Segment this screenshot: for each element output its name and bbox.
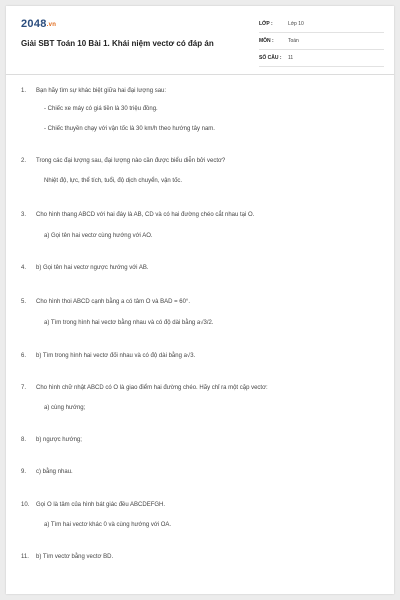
document-page [6,6,394,594]
meta-value: 11 [288,55,294,61]
meta-count [259,53,384,67]
question-7-line-1: a) cùng hướng; [44,405,86,411]
question-number: 7. [21,385,27,391]
brand-logo[interactable] [21,18,56,30]
question-text: b) Tìm vectơ bằng vectơ BD. [36,554,114,560]
question-text: Cho hình thang ABCD với hai đáy là AB, CD và có hai đường chéo cắt nhau tại O. [36,212,255,218]
brand-name: 2048 [21,18,47,30]
question-text: b) Tìm trong hình hai vectơ đối nhau và có độ dài bằng a√3. [36,353,196,359]
question-text: Trong các đại lượng sau, đại lượng nào cần được biểu diễn bởi vectơ? [36,158,226,164]
question-text: Bạn hãy tìm sự khác biệt giữa hai đại lượng sau: [36,88,167,94]
header-divider [6,74,394,75]
question-number: 8. [21,437,27,443]
question-number: 5. [21,299,27,305]
question-text: Cho hình thoi ABCD cạnh bằng a có tâm O và BAD = 60°. [36,299,190,305]
meta-subject [259,36,384,50]
meta-info [259,19,384,70]
meta-label: SỐ CÂU : [259,55,282,61]
question-1-line-1: - Chiếc xe máy có giá tiền là 30 triệu đồng. [44,106,158,112]
meta-class [259,19,384,33]
question-number: 11. [21,554,29,560]
question-5-line-1: a) Tìm trong hình hai vectơ bằng nhau và có độ dài bằng a√3/2. [44,320,214,326]
question-2-line-1: Nhiệt độ, lực, thể tích, tuổi, độ dịch chuyển, vận tốc. [44,178,183,184]
page-title: Giải SBT Toán 10 Bài 1. Khái niệm vectơ có đáp án [21,39,214,48]
header [6,6,394,76]
brand-suffix: .vn [46,22,57,28]
question-number: 1. [21,88,27,94]
question-number: 4. [21,265,27,271]
question-text: b) ngược hướng; [36,437,82,443]
question-text: Cho hình chữ nhật ABCD có O là giao điểm hai đường chéo. Hãy chỉ ra một cặp vectơ: [36,385,268,391]
question-number: 2. [21,158,27,164]
question-10-line-1: a) Tìm hai vectơ khác 0 và cùng hướng với OA. [44,522,172,528]
question-text: c) bằng nhau. [36,469,73,475]
question-3-line-1: a) Gọi tên hai vectơ cùng hướng với AO. [44,233,153,239]
question-number: 6. [21,353,27,359]
question-text: b) Gọi tên hai vectơ ngược hướng với AB. [36,265,149,271]
meta-label: LỚP : [259,21,273,27]
question-number: 3. [21,212,27,218]
meta-value: Lớp 10 [288,21,304,27]
meta-value: Toán [288,38,299,44]
question-1-line-2: - Chiếc thuyền chạy với vận tốc là 30 km/h theo hướng tây nam. [44,126,215,132]
question-text: Gọi O là tâm của hình bát giác đều ABCDEFGH. [36,502,166,508]
question-number: 9. [21,469,27,475]
meta-label: MÔN : [259,38,274,44]
question-number: 10. [21,502,30,508]
